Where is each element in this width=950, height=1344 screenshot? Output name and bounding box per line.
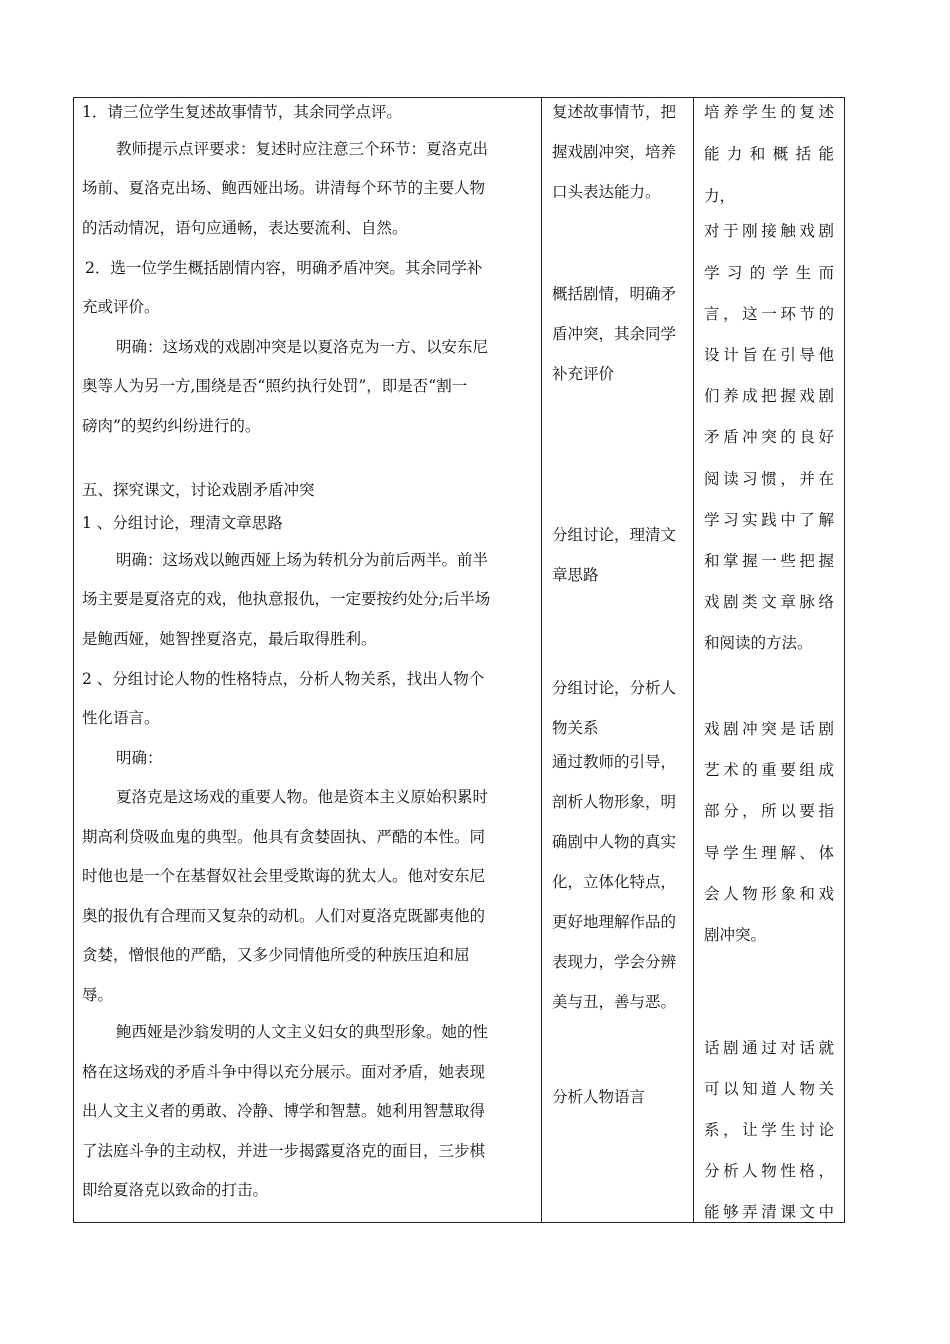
intent-line: 学习的学生而: [704, 264, 834, 282]
intent-line: 设计旨在引导他: [704, 346, 834, 364]
content-line: 格在这场戏的矛盾斗争中得以充分展示。面对矛盾，她表现: [82, 1063, 486, 1081]
activity-line: 概括剧情，明确矛: [552, 285, 677, 303]
content-line: 2．选一位学生概括剧情内容，明确矛盾冲突。其余同学补: [85, 259, 483, 277]
activity-line: 口头表达能力。: [552, 183, 661, 201]
content-line: 1 、分组讨论，理清文章思路: [82, 514, 283, 532]
content-line: 夏洛克是这场戏的重要人物。他是资本主义原始积累时: [116, 788, 489, 806]
content-line: 磅肉”的契约纠纷进行的。: [82, 417, 261, 435]
section-heading: 五、探究课文，讨论戏剧矛盾冲突: [82, 481, 315, 499]
intent-line: 艺术的重要组成: [704, 761, 834, 779]
intent-line: 戏剧冲突是话剧: [704, 720, 834, 738]
intent-line: 部分，所以要指: [704, 802, 834, 820]
content-line: 场前、夏洛克出场、鲍西娅出场。讲清每个环节的主要人物: [82, 179, 486, 197]
content-line: 出人文主义者的勇敢、冷静、博学和智慧。她利用智慧取得: [82, 1102, 486, 1120]
teaching-content-column: [74, 98, 540, 1222]
activity-line: 章思路: [552, 566, 599, 584]
content-line: 教师提示点评要求：复述时应注意三个环节：夏洛克出: [116, 140, 489, 158]
activity-line: 物关系: [552, 719, 599, 737]
content-line: 奥的报仇有合理而又复杂的动机。人们对夏洛克既鄙夷他的: [82, 907, 486, 925]
intent-line: 阅读习惯，并在: [704, 470, 834, 488]
lesson-plan-table: [73, 97, 845, 1223]
intent-line: 能力和概括能: [704, 145, 834, 163]
content-line: 了法庭斗争的主动权，并进一步揭露夏洛克的面目，三步棋: [82, 1142, 486, 1160]
activity-line: 分组讨论，分析人: [552, 679, 677, 697]
content-line: 性化语言。: [82, 709, 160, 727]
activity-line: 更好地理解作品的: [552, 913, 677, 931]
activity-line: 美与丑，善与恶。: [552, 993, 677, 1011]
intent-line: 会人物形象和戏: [704, 885, 834, 903]
content-line: 明确：: [116, 749, 163, 767]
content-line: 明确：这场戏以鲍西娅上场为转机分为前后两半。前半: [116, 551, 489, 569]
activity-line: 确剧中人物的真实: [552, 833, 677, 851]
content-line: 奥等人为另一方,围绕是否“照约执行处罚”，即是否“割一: [82, 377, 468, 395]
content-line: 鲍西娅是沙翁发明的人文主义妇女的典型形象。她的性: [116, 1023, 489, 1041]
intent-line: 剧冲突。: [704, 926, 767, 944]
intent-line: 导学生理解、体: [704, 844, 834, 862]
intent-line: 话剧通过对话就: [704, 1039, 834, 1057]
intent-line: 矛盾冲突的良好: [704, 428, 834, 446]
intent-line: 能够弄清课文中: [704, 1203, 834, 1221]
content-line: 的活动情况，语句应通畅，表达要流利、自然。: [82, 219, 408, 237]
intent-line: 力，: [704, 187, 736, 205]
activity-line: 分组讨论，理清文: [552, 526, 677, 544]
activity-line: 表现力，学会分辨: [552, 953, 677, 971]
activity-line: 盾冲突，其余同学: [552, 325, 677, 343]
content-line: 时他也是一个在基督奴社会里受欺诲的犹太人。他对安东尼: [82, 867, 486, 885]
intent-line: 学习实践中了解: [704, 511, 834, 529]
activity-line: 化，立体化特点，: [552, 873, 677, 891]
content-line: 是鲍西娅，她智挫夏洛克，最后取得胜利。: [82, 630, 377, 648]
student-activity-column: [542, 98, 692, 1222]
content-line: 2 、分组讨论人物的性格特点，分析人物关系，找出人物个: [82, 670, 485, 688]
activity-line: 补充评价: [552, 365, 615, 383]
content-line: 1．请三位学生复述故事情节，其余同学点评。: [82, 103, 402, 121]
content-line: 场主要是夏洛克的戏，他执意报仇，一定要按约处分;后半场: [82, 590, 491, 608]
activity-line: 复述故事情节，把: [552, 103, 677, 121]
activity-line: 剖析人物形象，明: [552, 793, 677, 811]
content-line: 即给夏洛克以致命的打击。: [82, 1181, 269, 1199]
intent-line: 可以知道人物关: [704, 1080, 834, 1098]
design-intent-column: [694, 98, 844, 1222]
intent-line: 和掌握一些把握: [704, 552, 834, 570]
intent-line: 们养成把握戏剧: [704, 387, 834, 405]
intent-line: 言，这一环节的: [704, 305, 834, 323]
intent-line: 分析人物性格，: [704, 1162, 834, 1180]
intent-line: 对于刚接触戏剧: [704, 222, 834, 240]
activity-line: 通过教师的引导，: [552, 753, 677, 771]
content-line: 辱。: [82, 986, 114, 1004]
content-line: 明确：这场戏的戏剧冲突是以夏洛克为一方、以安东尼: [116, 338, 489, 356]
intent-line: 戏剧类文章脉络: [704, 593, 834, 611]
activity-line: 握戏剧冲突，培养: [552, 143, 677, 161]
intent-line: 系，让学生讨论: [704, 1121, 834, 1139]
content-line: 期高利贷吸血鬼的典型。他具有贪婪固执、严酷的本性。同: [82, 828, 486, 846]
intent-line: 培养学生的复述: [704, 103, 834, 121]
intent-line: 和阅读的方法。: [704, 634, 813, 652]
content-line: 充或评价。: [82, 298, 160, 316]
content-line: 贪婪，憎恨他的严酷，又多少同情他所受的种族压迫和屈: [82, 946, 470, 964]
activity-line: 分析人物语言: [552, 1088, 646, 1106]
